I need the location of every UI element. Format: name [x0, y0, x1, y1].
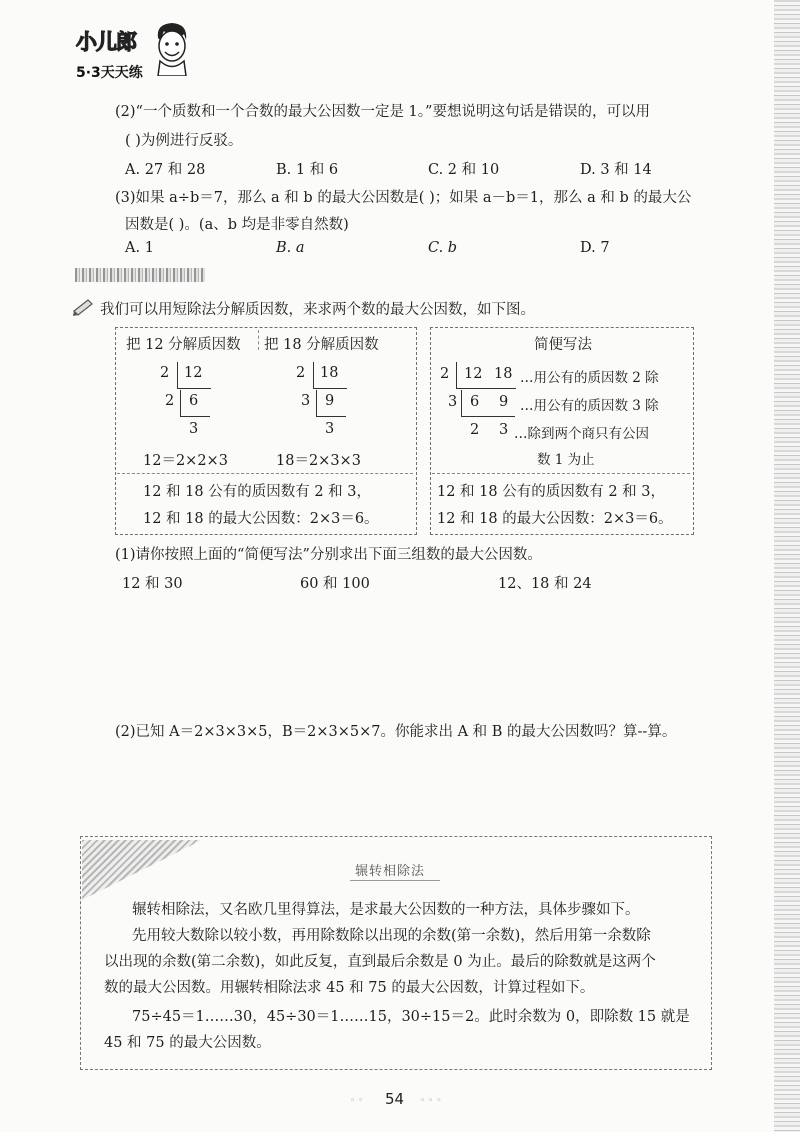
q3-line1: (3)如果 a÷b＝7，那么 a 和 b 的最大公因数是( )；如果 a－b＝1，那么 a 和 b 的最大公 [115, 190, 692, 206]
left-head-18: 把 18 分解质因数 [264, 337, 379, 353]
r1-bracket [456, 362, 457, 388]
r2-bracket [461, 390, 462, 416]
r3-note: …除到两个商只有公因 [514, 426, 649, 442]
intro-text: 我们可以用短除法分解质因数，来求两个数的最大公因数，如下图。 [100, 302, 535, 318]
d12-divisor-1: 2 [160, 365, 170, 381]
logo-subtitle: 5·3天天练 [76, 65, 143, 81]
r1-divisor: 2 [440, 366, 450, 382]
d18-rule-1 [313, 388, 347, 389]
q2-option-c: C. 2 和 10 [428, 162, 500, 178]
knowledge-para-3a: 75÷45＝1……30，45÷30＝1……15，30÷15＝2。此时余数为 0，即除数 15 就是 [132, 1009, 690, 1025]
r3-num-b: 3 [499, 422, 509, 438]
d18-divisor-2: 3 [301, 393, 311, 409]
r3-note-2: 数 1 为止 [537, 452, 595, 468]
r1-num-a: 12 [464, 366, 483, 382]
exercise-1-text: (1)请你按照上面的“简便写法”分别求出下面三组数的最大公因数。 [115, 547, 542, 563]
knowledge-title-underline [350, 880, 440, 881]
r2-num-b: 9 [499, 394, 509, 410]
d12-bracket-1 [177, 362, 178, 388]
boy-mascot-icon [152, 20, 192, 76]
knowledge-para-3b: 45 和 75 的最大公因数。 [104, 1035, 271, 1051]
q3-option-a: A. 1 [125, 240, 154, 256]
right-conclusion-1: 12 和 18 公有的质因数有 2 和 3， [437, 484, 666, 500]
knowledge-para-2b: 以出现的余数(第二余数)，如此反复，直到最后余数是 0 为止。最后的除数就是这两个 [104, 954, 656, 970]
left-conclusion-1: 12 和 18 公有的质因数有 2 和 3， [143, 484, 372, 500]
q3-option-d: D. 7 [580, 240, 610, 256]
r1-num-b: 18 [494, 366, 513, 382]
r2-divisor: 3 [448, 394, 458, 410]
r2-note: …用公有的质因数 3 除 [520, 398, 659, 414]
logo-title: 小儿郎 [76, 30, 136, 54]
d12-number-2: 6 [189, 393, 199, 409]
r3-num-a: 2 [470, 422, 480, 438]
right-conclusion-2: 12 和 18 的最大公因数：2×3＝6。 [437, 511, 673, 527]
r2-rule [461, 416, 515, 417]
page-number: 54 [385, 1090, 405, 1108]
r1-rule [456, 388, 516, 389]
knowledge-para-2c: 数的最大公因数。用辗转相除法求 45 和 75 的最大公因数，计算过程如下。 [104, 980, 595, 996]
exercise-1-group-c: 12、18 和 24 [498, 576, 592, 592]
q2-option-a: A. 27 和 28 [125, 162, 206, 178]
d18-bracket-1 [313, 362, 314, 388]
d12-quotient: 3 [189, 421, 199, 437]
d12-divisor-2: 2 [165, 393, 175, 409]
q3-option-b: B. a [276, 240, 305, 256]
book-logo [70, 18, 200, 88]
left-head-12: 把 12 分解质因数 [126, 337, 241, 353]
footer-dots-left: ◦ ◦ [350, 1096, 364, 1106]
page-edge-decoration [774, 0, 800, 1132]
r1-note: …用公有的质因数 2 除 [520, 370, 659, 386]
head-divider [258, 330, 259, 350]
pencil-icon [72, 297, 98, 317]
exercise-1-group-b: 60 和 100 [300, 576, 370, 592]
q2-option-b: B. 1 和 6 [276, 162, 339, 178]
d18-bracket-2 [316, 390, 317, 416]
d18-rule-2 [316, 416, 346, 417]
d12-bracket-2 [180, 390, 181, 416]
d18-quotient: 3 [325, 421, 335, 437]
factorization-box [115, 327, 417, 535]
exercise-1-group-a: 12 和 30 [122, 576, 183, 592]
knowledge-para-2a: 先用较大数除以较小数，再用除数除以出现的余数(第一余数)，然后用第一余数除 [132, 928, 651, 944]
right-head: 简便写法 [534, 337, 592, 353]
d18-divisor-1: 2 [296, 365, 306, 381]
r2-num-a: 6 [470, 394, 480, 410]
right-box-divider [432, 473, 690, 474]
d12-rule-1 [177, 388, 211, 389]
q2-option-d: D. 3 和 14 [580, 162, 652, 178]
exercise-2-text: (2)已知 A＝2×3×3×5，B＝2×3×5×7。你能求出 A 和 B 的最大公因数吗？算--算。 [115, 724, 677, 740]
left-box-divider [117, 473, 413, 474]
formula-18: 18＝2×3×3 [276, 453, 361, 469]
q3-option-c: C. b [428, 240, 458, 256]
d18-number-2: 9 [325, 393, 335, 409]
knowledge-para-1: 辗转相除法，又名欧几里得算法，是求最大公因数的一种方法，具体步骤如下。 [132, 902, 640, 918]
formula-12: 12＝2×2×3 [143, 453, 228, 469]
q2-line2: ( )为例进行反驳。 [125, 133, 243, 149]
knowledge-title: 辗转相除法 [355, 864, 426, 879]
left-conclusion-2: 12 和 18 的最大公因数：2×3＝6。 [143, 511, 379, 527]
q3-line2: 因数是( )。(a、b 均是非零自然数) [125, 217, 349, 233]
d18-number-1: 18 [320, 365, 339, 381]
section-banner [75, 268, 205, 282]
d12-number-1: 12 [184, 365, 203, 381]
q2-line1: (2)“一个质数和一个合数的最大公因数一定是 1。”要想说明这句话是错误的，可以用 [115, 104, 650, 120]
footer-dots-right: ◦ ◦ ◦ [420, 1096, 442, 1106]
d12-rule-2 [180, 416, 210, 417]
